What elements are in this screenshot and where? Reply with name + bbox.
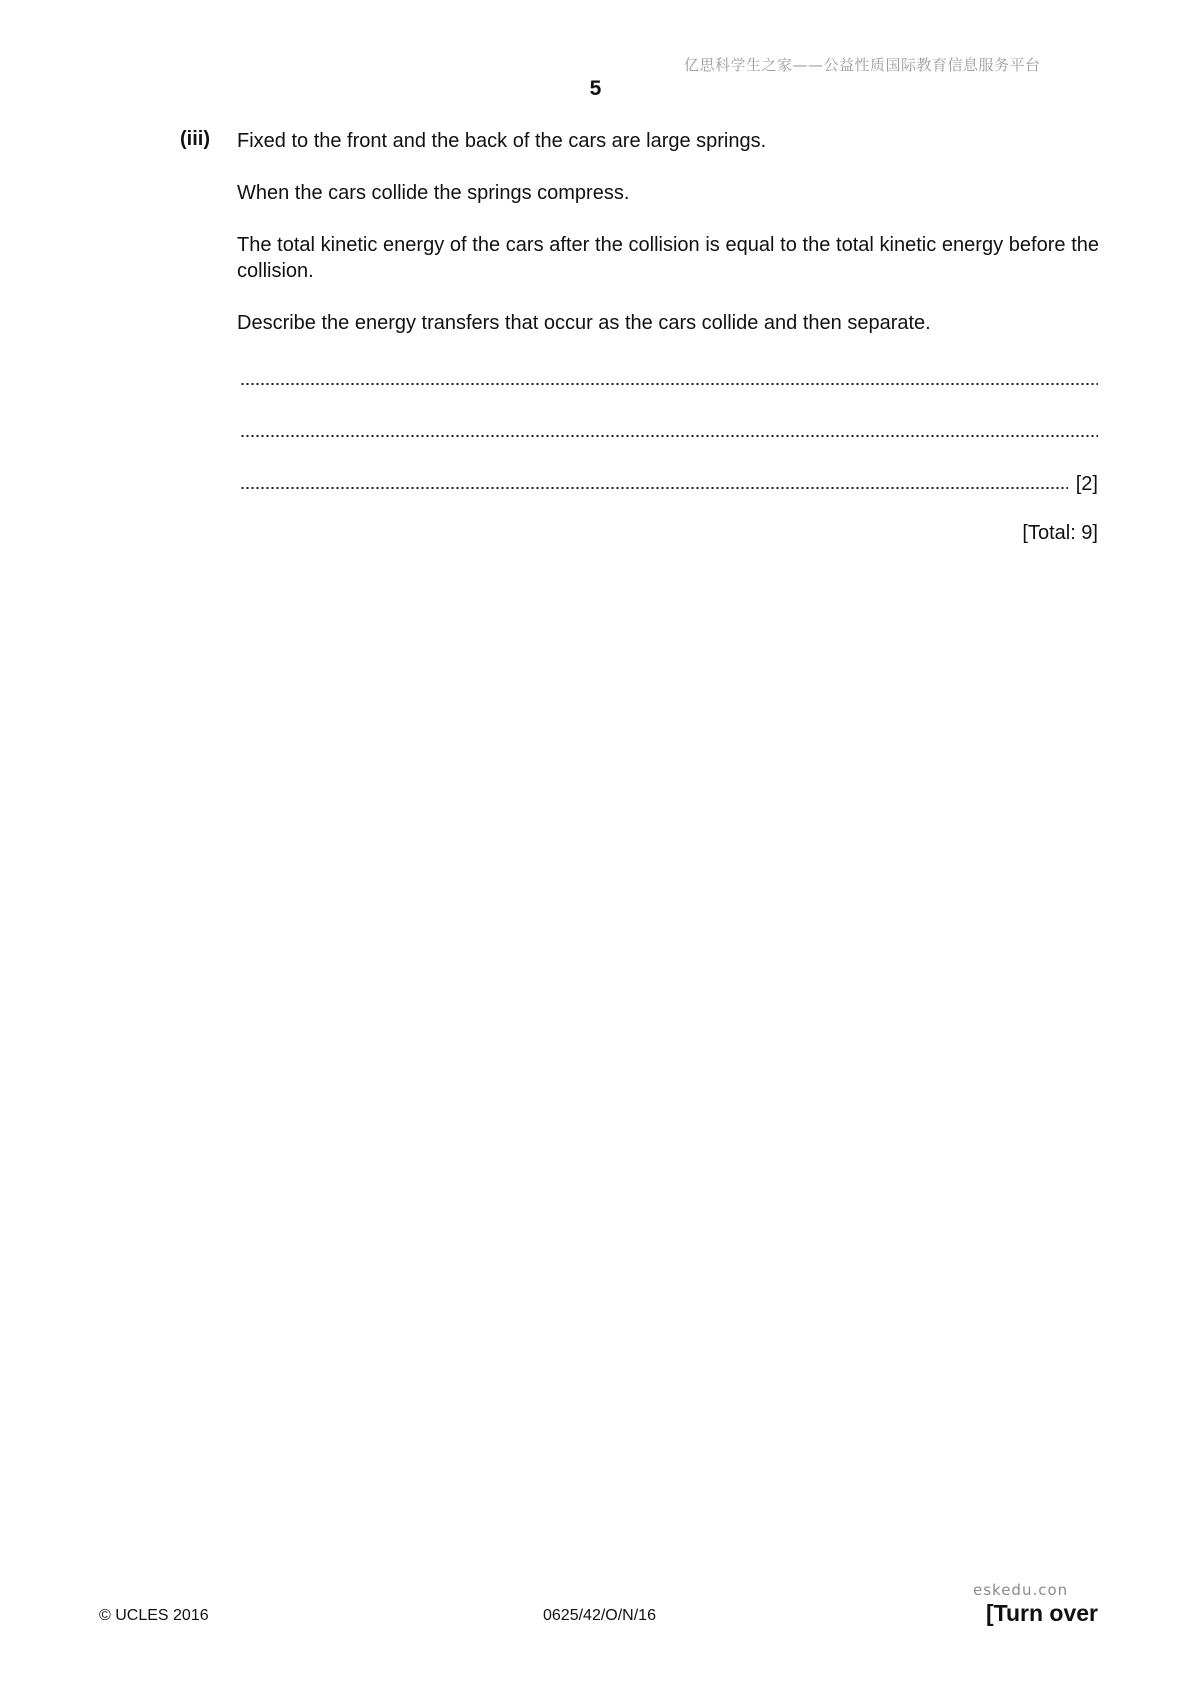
marks-label: [2] (1075, 473, 1098, 495)
answer-line-1[interactable] (240, 366, 1098, 390)
total-marks: [Total: 9] (1022, 522, 1098, 544)
paper-code: 0625/42/O/N/16 (543, 1607, 656, 1624)
dotted-line (240, 434, 1098, 438)
question-label: (iii) (180, 128, 210, 150)
question-paragraph-2: When the cars collide the springs compress. (237, 182, 630, 204)
answer-line-3[interactable] (240, 470, 1098, 494)
question-paragraph-3: The total kinetic energy of the cars after the collision is equal to the total kinetic energy before the collision. (237, 234, 1099, 282)
dotted-line (240, 486, 1068, 490)
copyright: © UCLES 2016 (99, 1607, 209, 1624)
header-watermark: 亿思科学生之家——公益性质国际教育信息服务平台 (684, 56, 1041, 74)
dotted-line (240, 382, 1098, 386)
page-number: 5 (589, 77, 602, 100)
turn-over-label: [Turn over (985, 1600, 1098, 1626)
question-paragraph-1: Fixed to the front and the back of the cars are large springs. (237, 130, 767, 152)
footer-watermark: eskedu.con (973, 1581, 1069, 1599)
question-paragraph-4: Describe the energy transfers that occur as the cars collide and then separate. (237, 312, 931, 334)
answer-line-2[interactable] (240, 418, 1098, 442)
